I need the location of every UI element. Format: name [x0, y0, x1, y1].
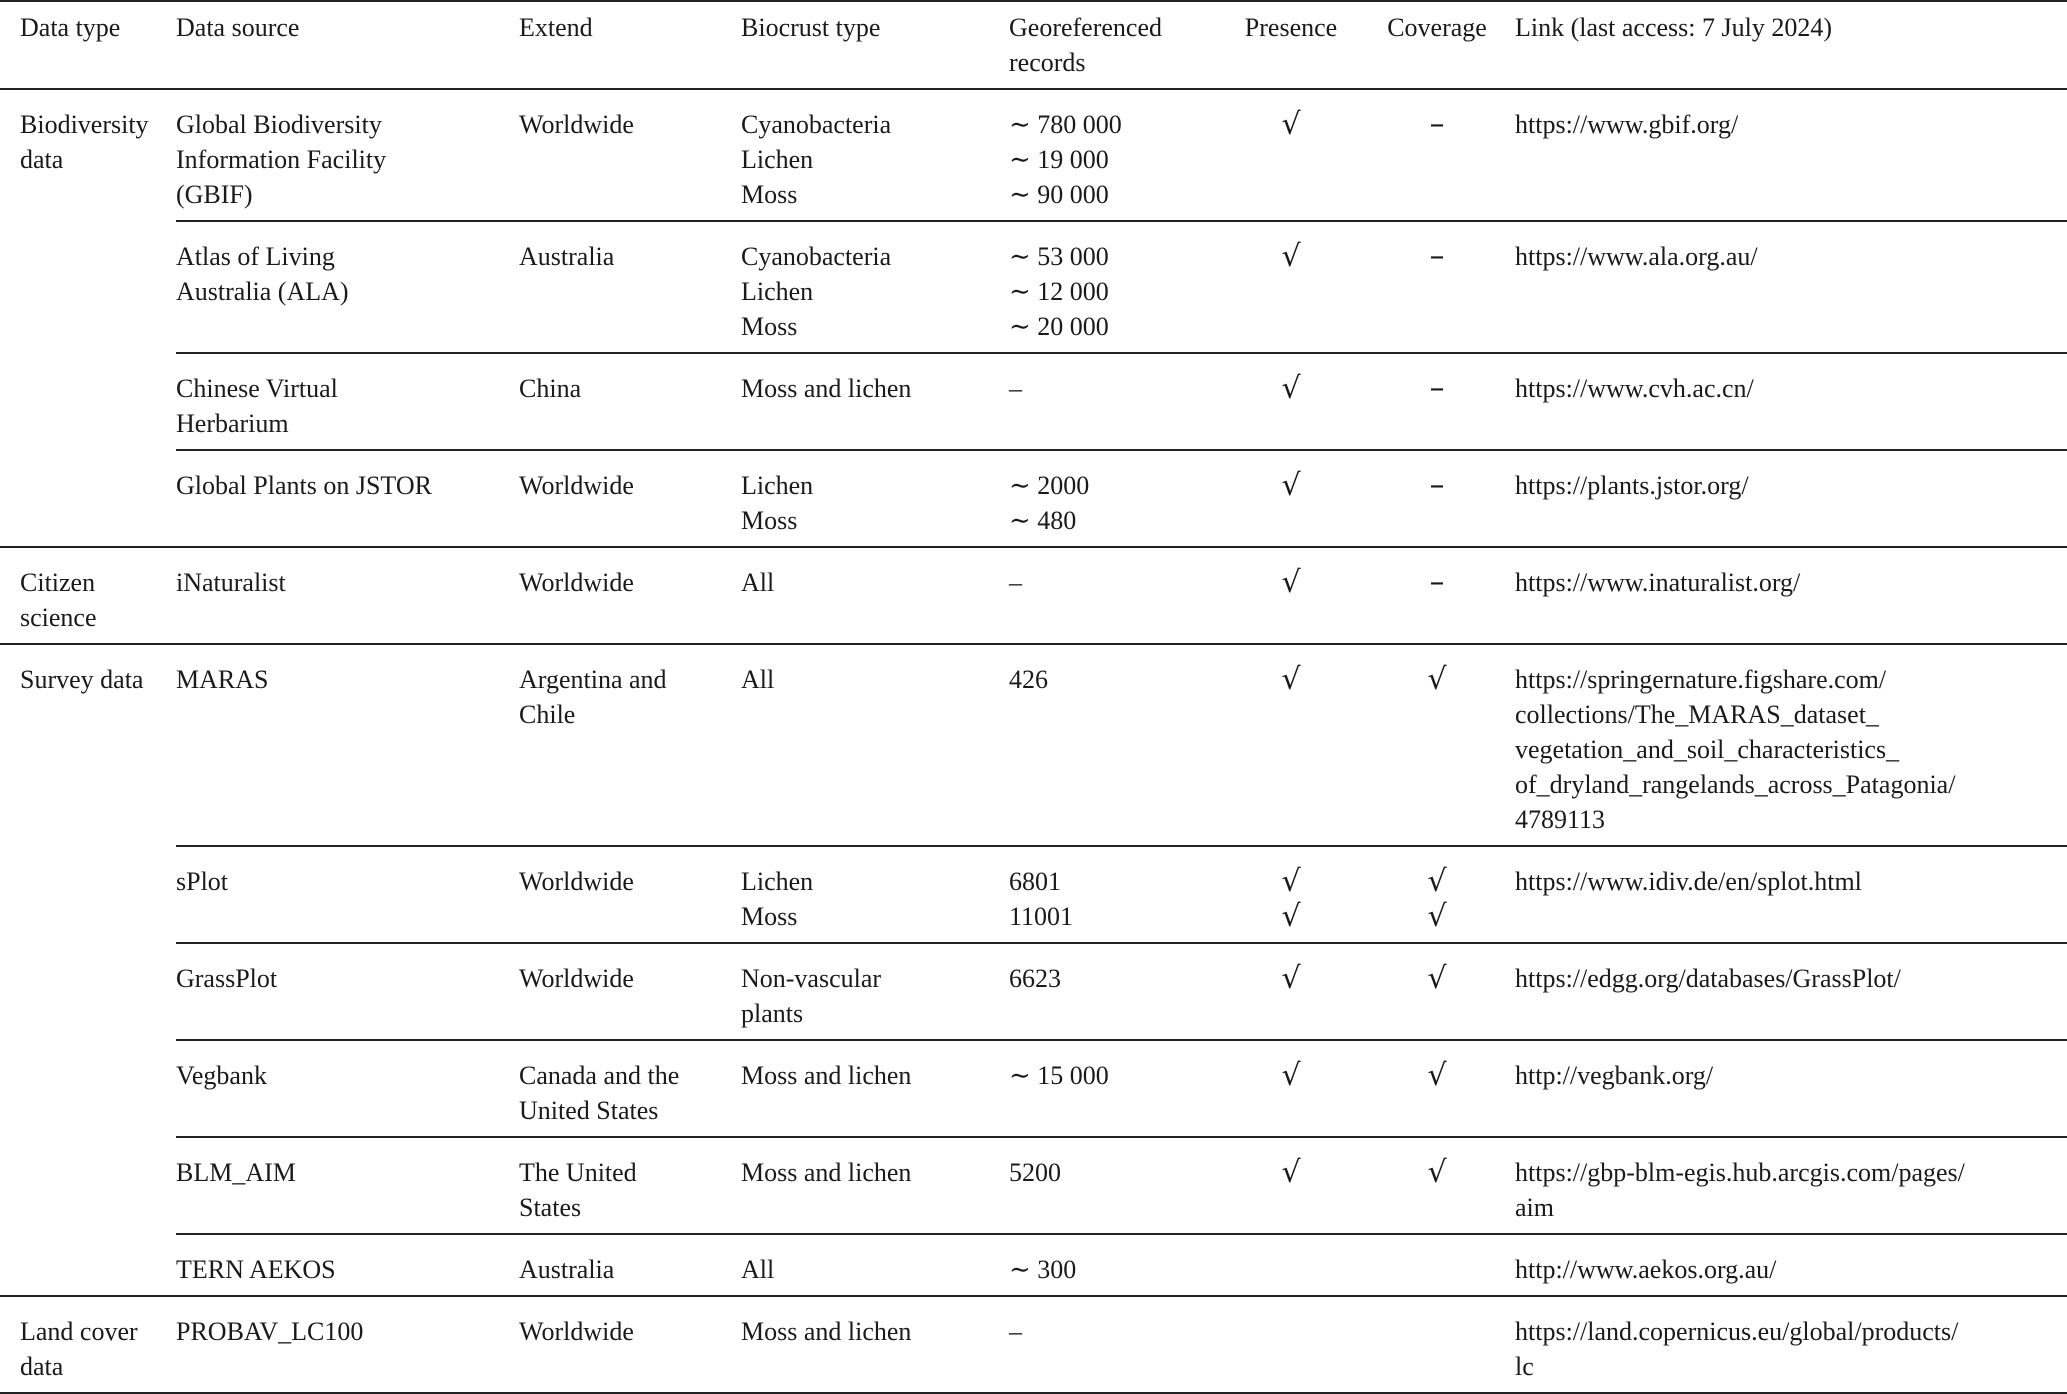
cell-extend: [519, 353, 741, 450]
cell-link: [1515, 1234, 2067, 1296]
presence-value: √: [1281, 1058, 1301, 1093]
table-row: [0, 221, 2067, 353]
cell-presence: [1223, 353, 1359, 450]
biocrust-value: Lichen: [741, 471, 814, 500]
header-presence: Presence: [1244, 13, 1338, 42]
table-row: [0, 353, 2067, 450]
cell-presence: [1223, 450, 1359, 547]
cell-source: [176, 1234, 519, 1296]
biocrust-value: plants: [741, 999, 804, 1028]
cell-extend: [519, 943, 741, 1040]
table-row: [0, 644, 2067, 846]
cell-coverage: [1359, 1040, 1515, 1137]
cell-extend: [519, 1040, 741, 1137]
data-type-line: Biodiversity: [20, 110, 149, 139]
coverage-value: √: [1427, 961, 1447, 996]
extend-value: Worldwide: [519, 568, 634, 597]
cell-biocrust: [741, 1040, 1009, 1137]
header-extend: Extend: [519, 13, 593, 42]
cell-source: [176, 1137, 519, 1234]
link-value: https://gbp-blm-egis.hub.arcgis.com/pages/: [1515, 1158, 1965, 1187]
records-value: ∼ 53 000: [1009, 242, 1109, 271]
cell-presence: [1223, 644, 1359, 846]
cell-link: [1515, 943, 2067, 1040]
cell-link: [1515, 450, 2067, 547]
cell-presence: [1223, 846, 1359, 943]
extend-value: United States: [519, 1096, 659, 1125]
cell-presence: [1223, 547, 1359, 644]
cell-link: [1515, 547, 2067, 644]
coverage-value: –: [1429, 371, 1445, 406]
cell-source: [176, 644, 519, 846]
table-row: [0, 89, 2067, 221]
table-body: [0, 89, 2067, 1393]
cell-biocrust: [741, 943, 1009, 1040]
records-value: –: [1009, 374, 1022, 403]
cell-source: [176, 221, 519, 353]
coverage-value: –: [1429, 468, 1445, 503]
records-value: ∼ 2000: [1009, 471, 1090, 500]
biocrust-value: Non-vascular: [741, 964, 882, 993]
records-value: 6801: [1009, 867, 1061, 896]
cell-biocrust: [741, 1234, 1009, 1296]
cell-link: [1515, 1296, 2067, 1393]
link-value: https://land.copernicus.eu/global/products/: [1515, 1317, 1959, 1346]
header-georef-line-2: records: [1009, 48, 1086, 77]
cell-link: [1515, 221, 2067, 353]
link-value: of_dryland_rangelands_across_Patagonia/: [1515, 770, 1956, 799]
source-value: PROBAV_LC100: [176, 1317, 364, 1346]
header-georef-line-1: Georeferenced: [1009, 13, 1162, 42]
link-value: vegetation_and_soil_characteristics_: [1515, 735, 1900, 764]
coverage-value: √: [1427, 662, 1447, 697]
header-data-type: Data type: [20, 13, 121, 42]
records-value: –: [1009, 568, 1022, 597]
biocrust-value: Moss and lichen: [741, 1061, 912, 1090]
biocrust-value: Moss and lichen: [741, 1158, 912, 1187]
cell-records: [1009, 353, 1223, 450]
extend-value: Chile: [519, 700, 576, 729]
records-value: 6623: [1009, 964, 1061, 993]
link-value: https://www.ala.org.au/: [1515, 242, 1758, 271]
cell-extend: [519, 644, 741, 846]
cell-presence: [1223, 1296, 1359, 1393]
source-value: Information Facility: [176, 145, 387, 174]
source-value: Chinese Virtual: [176, 374, 338, 403]
cell-coverage: [1359, 353, 1515, 450]
coverage-value: √: [1427, 1155, 1447, 1190]
records-value: ∼ 20 000: [1009, 312, 1109, 341]
source-value: sPlot: [176, 867, 229, 896]
cell-extend: [519, 1137, 741, 1234]
data-type-line: data: [20, 1352, 64, 1381]
cell-link: [1515, 846, 2067, 943]
cell-extend: [519, 547, 741, 644]
cell-records: [1009, 1234, 1223, 1296]
extend-value: Worldwide: [519, 964, 634, 993]
cell-source: [176, 1040, 519, 1137]
cell-coverage: [1359, 221, 1515, 353]
coverage-value: –: [1429, 107, 1445, 142]
biocrust-value: Moss: [741, 902, 798, 931]
cell-presence: [1223, 943, 1359, 1040]
biocrust-value: Moss: [741, 180, 798, 209]
presence-value: √: [1281, 468, 1301, 503]
source-value: Australia (ALA): [176, 277, 349, 306]
link-value: https://edgg.org/databases/GrassPlot/: [1515, 964, 1901, 993]
coverage-value: –: [1429, 565, 1445, 600]
biocrust-value: Cyanobacteria: [741, 110, 892, 139]
presence-value: √: [1281, 239, 1301, 274]
records-value: ∼ 19 000: [1009, 145, 1109, 174]
cell-records: [1009, 221, 1223, 353]
table-row: [0, 1040, 2067, 1137]
extend-value: Australia: [519, 1255, 615, 1284]
cell-biocrust: [741, 89, 1009, 221]
cell-source: [176, 943, 519, 1040]
biocrust-value: Moss and lichen: [741, 1317, 912, 1346]
source-value: iNaturalist: [176, 568, 286, 597]
cell-coverage: [1359, 450, 1515, 547]
cell-source: [176, 547, 519, 644]
cell-records: [1009, 943, 1223, 1040]
records-value: ∼ 90 000: [1009, 180, 1109, 209]
table-row: [0, 1234, 2067, 1296]
cell-biocrust: [741, 644, 1009, 846]
cell-source: [176, 1296, 519, 1393]
header-coverage: Coverage: [1387, 13, 1487, 42]
cell-records: [1009, 1040, 1223, 1137]
coverage-value: √: [1427, 1058, 1447, 1093]
link-value: 4789113: [1515, 805, 1606, 834]
cell-data-type: [0, 547, 176, 644]
extend-value: China: [519, 374, 582, 403]
source-value: Global Biodiversity: [176, 110, 382, 139]
cell-data-type: [0, 89, 176, 547]
header-row: [0, 1, 2067, 89]
coverage-value: √: [1427, 864, 1447, 899]
source-value: Atlas of Living: [176, 242, 335, 271]
cell-presence: [1223, 1234, 1359, 1296]
cell-extend: [519, 1234, 741, 1296]
table-row: [0, 450, 2067, 547]
biocrust-value: All: [741, 665, 775, 694]
cell-records: [1009, 1296, 1223, 1393]
cell-presence: [1223, 1137, 1359, 1234]
biocrust-value: All: [741, 1255, 775, 1284]
cell-extend: [519, 846, 741, 943]
presence-value: √: [1281, 864, 1301, 899]
link-value: lc: [1515, 1352, 1534, 1381]
cell-biocrust: [741, 450, 1009, 547]
header-data-source: Data source: [176, 13, 300, 42]
cell-records: [1009, 846, 1223, 943]
extend-value: Canada and the: [519, 1061, 680, 1090]
link-value: aim: [1515, 1193, 1554, 1222]
source-value: TERN AEKOS: [176, 1255, 336, 1284]
biocrust-value: Lichen: [741, 867, 814, 896]
table-row: [0, 1137, 2067, 1234]
cell-biocrust: [741, 547, 1009, 644]
header-georeferenced-records: [1009, 1, 1223, 89]
header-link: Link (last access: 7 July 2024): [1515, 13, 1832, 42]
link-value: https://springernature.figshare.com/: [1515, 665, 1887, 694]
biocrust-value: All: [741, 568, 775, 597]
cell-data-type: [0, 644, 176, 1296]
source-value: GrassPlot: [176, 964, 278, 993]
cell-coverage: [1359, 1137, 1515, 1234]
cell-biocrust: [741, 353, 1009, 450]
cell-records: [1009, 644, 1223, 846]
biocrust-value: Moss: [741, 506, 798, 535]
link-value: http://vegbank.org/: [1515, 1061, 1714, 1090]
presence-value: √: [1281, 371, 1301, 406]
cell-link: [1515, 1137, 2067, 1234]
data-type-line: Citizen: [20, 568, 96, 597]
cell-presence: [1223, 1040, 1359, 1137]
coverage-value: √: [1427, 899, 1447, 934]
extend-value: Worldwide: [519, 1317, 634, 1346]
biocrust-value: Lichen: [741, 145, 814, 174]
cell-records: [1009, 450, 1223, 547]
extend-value: Worldwide: [519, 471, 634, 500]
cell-source: [176, 353, 519, 450]
cell-coverage: [1359, 1296, 1515, 1393]
biocrust-value: Lichen: [741, 277, 814, 306]
cell-coverage: [1359, 644, 1515, 846]
cell-extend: [519, 1296, 741, 1393]
link-value: https://plants.jstor.org/: [1515, 471, 1749, 500]
records-value: 426: [1009, 665, 1048, 694]
cell-extend: [519, 89, 741, 221]
link-value: https://www.inaturalist.org/: [1515, 568, 1801, 597]
source-value: Herbarium: [176, 409, 289, 438]
source-value: BLM_AIM: [176, 1158, 296, 1187]
link-value: http://www.aekos.org.au/: [1515, 1255, 1777, 1284]
biocrust-value: Moss and lichen: [741, 374, 912, 403]
extend-value: The United: [519, 1158, 637, 1187]
biocrust-value: Cyanobacteria: [741, 242, 892, 271]
biocrust-value: Moss: [741, 312, 798, 341]
cell-biocrust: [741, 1296, 1009, 1393]
header-biocrust-type: Biocrust type: [741, 13, 881, 42]
cell-source: [176, 846, 519, 943]
data-type-line: Survey data: [20, 665, 144, 694]
cell-source: [176, 450, 519, 547]
data-type-line: data: [20, 145, 64, 174]
cell-link: [1515, 1040, 2067, 1137]
cell-link: [1515, 89, 2067, 221]
table-row: [0, 846, 2067, 943]
cell-source: [176, 89, 519, 221]
extend-value: Worldwide: [519, 110, 634, 139]
coverage-value: –: [1429, 239, 1445, 274]
extend-value: Australia: [519, 242, 615, 271]
data-type-line: Land cover: [20, 1317, 138, 1346]
cell-coverage: [1359, 89, 1515, 221]
cell-link: [1515, 644, 2067, 846]
source-value: Vegbank: [176, 1061, 267, 1090]
records-value: 5200: [1009, 1158, 1061, 1187]
presence-value: √: [1281, 107, 1301, 142]
cell-data-type: [0, 1296, 176, 1393]
cell-coverage: [1359, 1234, 1515, 1296]
cell-records: [1009, 547, 1223, 644]
source-value: (GBIF): [176, 180, 253, 209]
presence-value: √: [1281, 899, 1301, 934]
data-type-line: science: [20, 603, 97, 632]
extend-value: Argentina and: [519, 665, 667, 694]
cell-coverage: [1359, 547, 1515, 644]
cell-extend: [519, 450, 741, 547]
presence-value: √: [1281, 565, 1301, 600]
records-value: ∼ 12 000: [1009, 277, 1109, 306]
cell-biocrust: [741, 1137, 1009, 1234]
records-value: 11001: [1009, 902, 1074, 931]
cell-records: [1009, 89, 1223, 221]
records-value: ∼ 480: [1009, 506, 1077, 535]
link-value: https://www.cvh.ac.cn/: [1515, 374, 1754, 403]
presence-value: √: [1281, 1155, 1301, 1190]
cell-presence: [1223, 221, 1359, 353]
link-value: https://www.idiv.de/en/splot.html: [1515, 867, 1862, 896]
table-row: [0, 1296, 2067, 1393]
cell-presence: [1223, 89, 1359, 221]
cell-coverage: [1359, 943, 1515, 1040]
cell-biocrust: [741, 221, 1009, 353]
cell-biocrust: [741, 846, 1009, 943]
records-value: ∼ 300: [1009, 1255, 1077, 1284]
records-value: –: [1009, 1317, 1022, 1346]
presence-value: √: [1281, 662, 1301, 697]
link-value: collections/The_MARAS_dataset_: [1515, 700, 1879, 729]
extend-value: States: [519, 1193, 582, 1222]
cell-extend: [519, 221, 741, 353]
extend-value: Worldwide: [519, 867, 634, 896]
cell-coverage: [1359, 846, 1515, 943]
records-value: ∼ 780 000: [1009, 110, 1122, 139]
table-row: [0, 547, 2067, 644]
presence-value: √: [1281, 961, 1301, 996]
cell-link: [1515, 353, 2067, 450]
cell-records: [1009, 1137, 1223, 1234]
source-value: MARAS: [176, 665, 269, 694]
source-value: Global Plants on JSTOR: [176, 471, 432, 500]
table-row: [0, 943, 2067, 1040]
records-value: ∼ 15 000: [1009, 1061, 1109, 1090]
link-value: https://www.gbif.org/: [1515, 110, 1739, 139]
